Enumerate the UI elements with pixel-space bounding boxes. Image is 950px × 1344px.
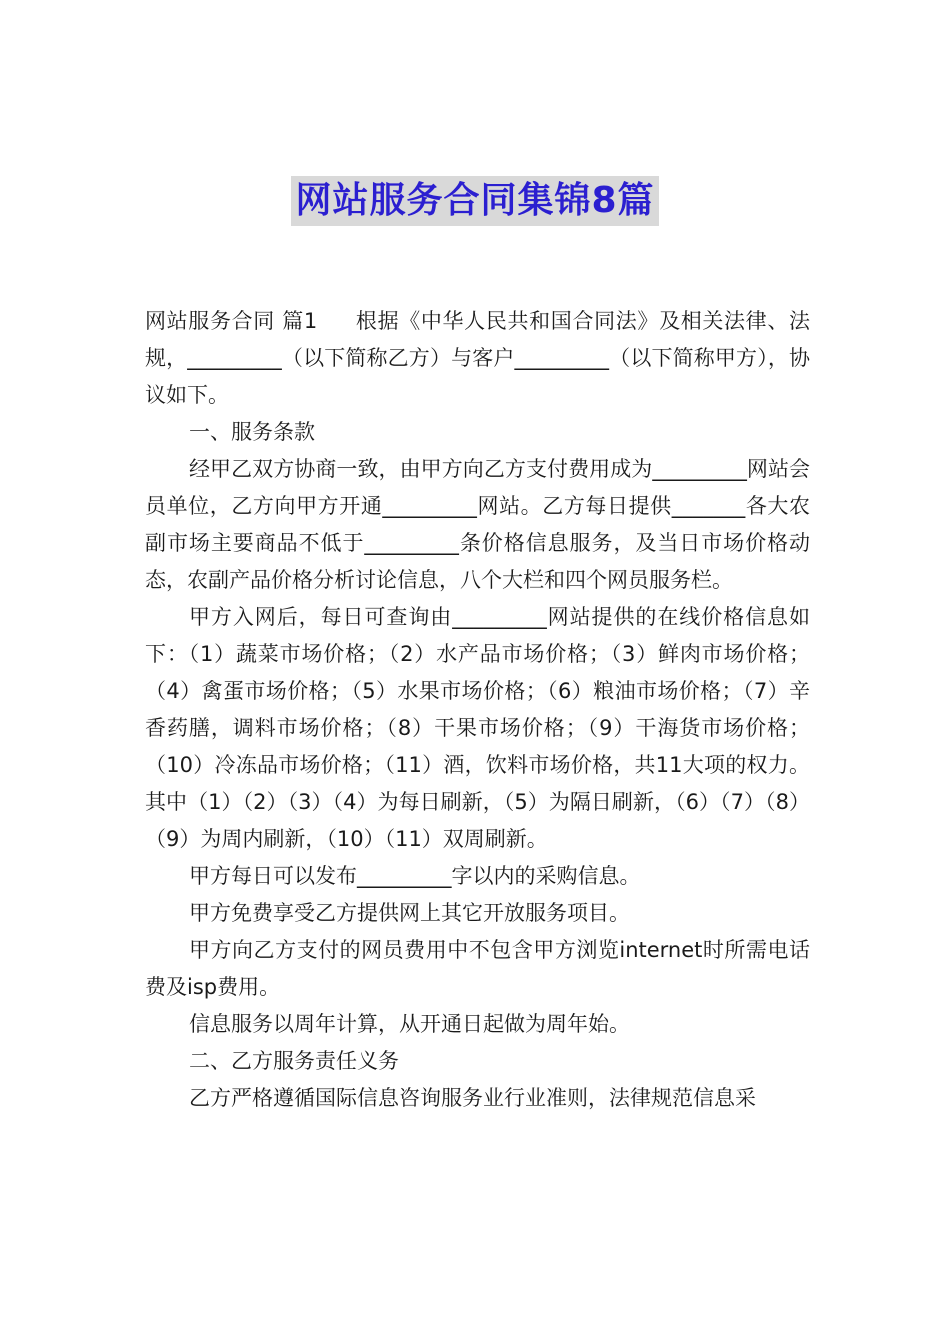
document-title: 网站服务合同集锦8篇 — [291, 176, 658, 226]
title-container — [0, 176, 950, 226]
paragraph: 甲方每日可以发布_________字以内的采购信息。 — [189, 864, 641, 888]
paragraph-text: 根据《中华人民共和国合同法》及相关法律、法规，_________（以下简称乙方）与客户_________（以下简称甲方），协议如下。 — [145, 309, 810, 407]
paragraph-intro — [145, 303, 810, 414]
paragraph: 信息服务以周年计算，从开通日起做为周年始。 — [189, 1012, 630, 1036]
section-heading-1: 一、服务条款 — [189, 420, 315, 444]
paragraph: 甲方免费享受乙方提供网上其它开放服务项目。 — [189, 901, 630, 925]
paragraph: 经甲乙双方协商一致，由甲方向乙方支付费用成为_________网站会员单位，乙方向甲方开通_________网站。乙方每日提供_______各大农副市场主要商品不低于_________条价格信息服务，及当日市场价格动态，农副产品价格分析讨论信息，八个大栏和四个网员服务栏。 — [145, 457, 810, 592]
section-heading-2: 二、乙方服务责任义务 — [189, 1049, 399, 1073]
document-body — [145, 303, 810, 1117]
paragraph: 甲方入网后，每日可查询由_________网站提供的在线价格信息如下：（1）蔬菜市场价格；（2）水产品市场价格；（3）鲜肉市场价格；（4）禽蛋市场价格；（5）水果市场价格；（6）粮油市场价格；（7）辛香药膳，调料市场价格；（8）干果市场价格；（9）干海货市场价格；（10）冷冻品市场价格；（11）酒，饮料市场价格，共11大项的权力。其中（1）（2）（3）（4）为每日刷新，（5）为隔日刷新，（6）（7）（8）（9）为周内刷新，（10）（11）双周刷新。 — [145, 605, 810, 851]
paragraph: 乙方严格遵循国际信息咨询服务业行业准则，法律规范信息采 — [189, 1086, 756, 1110]
paragraph: 甲方向乙方支付的网员费用中不包含甲方浏览internet时所需电话费及isp费用。 — [145, 938, 810, 999]
article-heading: 网站服务合同 篇1 — [145, 309, 318, 333]
